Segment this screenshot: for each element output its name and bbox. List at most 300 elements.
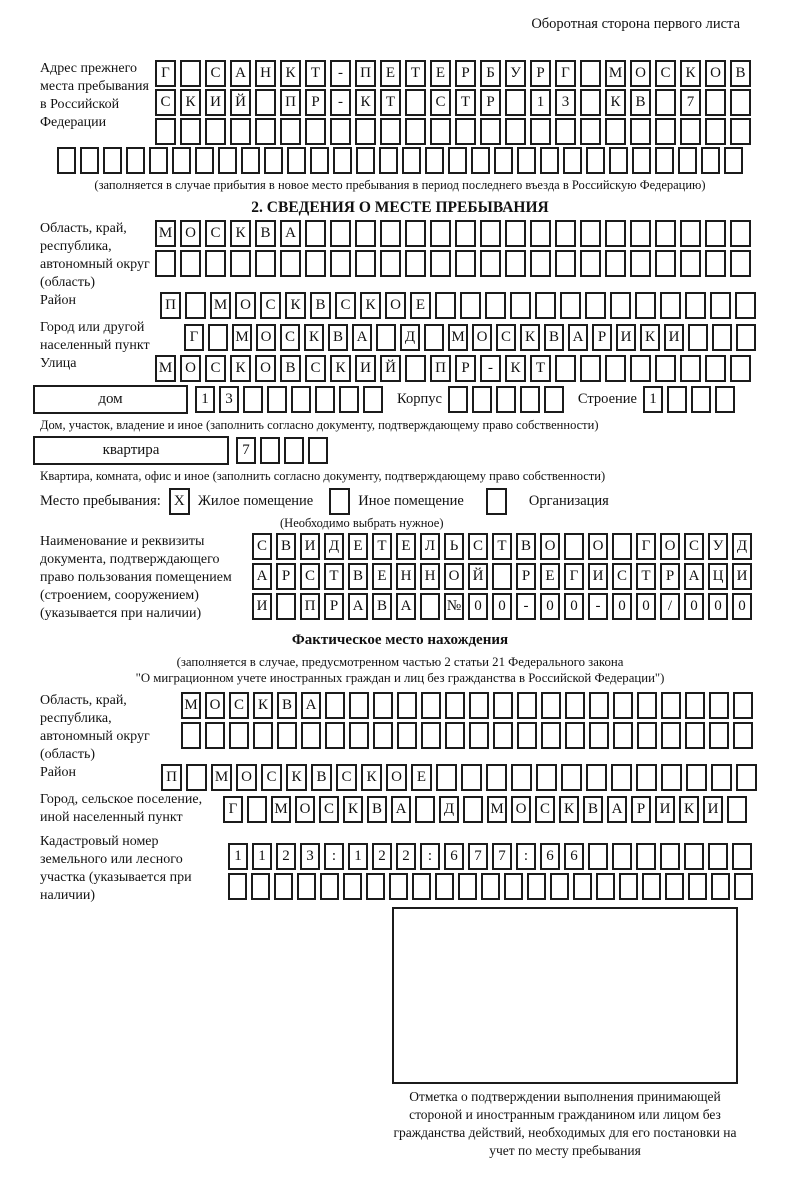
char-cell[interactable]: 0: [636, 593, 656, 620]
char-cell[interactable]: 6: [564, 843, 584, 870]
char-cell[interactable]: В: [311, 764, 332, 791]
char-cell[interactable]: [471, 147, 490, 174]
char-cell[interactable]: [455, 220, 476, 247]
char-cell[interactable]: [103, 147, 122, 174]
char-cell[interactable]: [655, 118, 676, 145]
char-cell[interactable]: [180, 250, 201, 277]
char-cell[interactable]: Т: [305, 60, 326, 87]
char-cell[interactable]: С: [319, 796, 339, 823]
char-cell[interactable]: С: [612, 563, 632, 590]
char-cell[interactable]: О: [472, 324, 492, 351]
char-cell[interactable]: [678, 147, 697, 174]
char-cell[interactable]: К: [180, 89, 201, 116]
char-cell[interactable]: [255, 89, 276, 116]
char-cell[interactable]: [550, 873, 569, 900]
char-cell[interactable]: М: [487, 796, 507, 823]
char-cell[interactable]: Р: [480, 89, 501, 116]
char-cell[interactable]: В: [730, 60, 751, 87]
char-cell[interactable]: Б: [480, 60, 501, 87]
char-cell[interactable]: [230, 250, 251, 277]
char-cell[interactable]: С: [684, 533, 704, 560]
char-cell[interactable]: В: [516, 533, 536, 560]
char-cell[interactable]: В: [583, 796, 603, 823]
char-cell[interactable]: [264, 147, 283, 174]
char-cell[interactable]: [580, 89, 601, 116]
char-cell[interactable]: [420, 593, 440, 620]
char-cell[interactable]: А: [280, 220, 301, 247]
char-cell[interactable]: 1: [643, 386, 663, 413]
char-cell[interactable]: [563, 147, 582, 174]
char-cell[interactable]: [580, 118, 601, 145]
char-cell[interactable]: 1: [348, 843, 368, 870]
char-cell[interactable]: О: [180, 355, 201, 382]
char-cell[interactable]: Л: [420, 533, 440, 560]
char-cell[interactable]: [180, 118, 201, 145]
char-cell[interactable]: О: [511, 796, 531, 823]
char-cell[interactable]: [355, 220, 376, 247]
char-cell[interactable]: М: [181, 692, 201, 719]
char-cell[interactable]: [494, 147, 513, 174]
char-cell[interactable]: [505, 118, 526, 145]
char-cell[interactable]: :: [324, 843, 344, 870]
char-cell[interactable]: [287, 147, 306, 174]
char-cell[interactable]: О: [385, 292, 406, 319]
char-cell[interactable]: [632, 147, 651, 174]
char-cell[interactable]: [230, 118, 251, 145]
char-cell[interactable]: [586, 764, 607, 791]
char-cell[interactable]: О: [255, 355, 276, 382]
char-cell[interactable]: [684, 843, 704, 870]
char-cell[interactable]: [276, 593, 296, 620]
char-cell[interactable]: 0: [684, 593, 704, 620]
char-cell[interactable]: Р: [592, 324, 612, 351]
char-cell[interactable]: И: [252, 593, 272, 620]
char-cell[interactable]: К: [280, 60, 301, 87]
char-cell[interactable]: [251, 873, 270, 900]
char-cell[interactable]: М: [211, 764, 232, 791]
char-cell[interactable]: [208, 324, 228, 351]
char-cell[interactable]: [705, 118, 726, 145]
char-cell[interactable]: И: [300, 533, 320, 560]
char-cell[interactable]: А: [396, 593, 416, 620]
char-cell[interactable]: [730, 220, 751, 247]
char-cell[interactable]: С: [496, 324, 516, 351]
char-cell[interactable]: [536, 764, 557, 791]
char-cell[interactable]: [688, 873, 707, 900]
char-cell[interactable]: Р: [660, 563, 680, 590]
char-cell[interactable]: [565, 692, 585, 719]
char-cell[interactable]: [356, 147, 375, 174]
char-cell[interactable]: [730, 355, 751, 382]
char-cell[interactable]: О: [660, 533, 680, 560]
char-cell[interactable]: П: [161, 764, 182, 791]
char-cell[interactable]: [708, 843, 728, 870]
char-cell[interactable]: [655, 250, 676, 277]
char-cell[interactable]: [405, 250, 426, 277]
char-cell[interactable]: [430, 250, 451, 277]
char-cell[interactable]: [480, 220, 501, 247]
char-cell[interactable]: [661, 722, 681, 749]
char-cell[interactable]: О: [235, 292, 256, 319]
char-cell[interactable]: И: [664, 324, 684, 351]
char-cell[interactable]: [710, 292, 731, 319]
char-cell[interactable]: [586, 147, 605, 174]
char-cell[interactable]: [185, 292, 206, 319]
char-cell[interactable]: [705, 355, 726, 382]
char-cell[interactable]: [355, 250, 376, 277]
char-cell[interactable]: В: [348, 563, 368, 590]
char-cell[interactable]: [685, 722, 705, 749]
char-cell[interactable]: [517, 692, 537, 719]
char-cell[interactable]: П: [160, 292, 181, 319]
char-cell[interactable]: [305, 118, 326, 145]
char-cell[interactable]: К: [679, 796, 699, 823]
char-cell[interactable]: [349, 692, 369, 719]
char-cell[interactable]: У: [708, 533, 728, 560]
char-cell[interactable]: В: [544, 324, 564, 351]
char-cell[interactable]: [373, 692, 393, 719]
char-cell[interactable]: [561, 764, 582, 791]
char-cell[interactable]: А: [301, 692, 321, 719]
char-cell[interactable]: Г: [564, 563, 584, 590]
char-cell[interactable]: [527, 873, 546, 900]
char-cell[interactable]: [405, 355, 426, 382]
char-cell[interactable]: Й: [380, 355, 401, 382]
char-cell[interactable]: [565, 722, 585, 749]
char-cell[interactable]: В: [255, 220, 276, 247]
char-cell[interactable]: [636, 843, 656, 870]
char-cell[interactable]: [373, 722, 393, 749]
char-cell[interactable]: [260, 437, 280, 464]
char-cell[interactable]: 0: [612, 593, 632, 620]
char-cell[interactable]: О: [386, 764, 407, 791]
char-cell[interactable]: И: [655, 796, 675, 823]
char-cell[interactable]: [205, 722, 225, 749]
char-cell[interactable]: М: [232, 324, 252, 351]
char-cell[interactable]: [436, 764, 457, 791]
char-cell[interactable]: С: [261, 764, 282, 791]
char-cell[interactable]: [291, 386, 311, 413]
char-cell[interactable]: [605, 220, 626, 247]
char-cell[interactable]: [711, 873, 730, 900]
char-cell[interactable]: [435, 292, 456, 319]
char-cell[interactable]: [730, 118, 751, 145]
char-cell[interactable]: [611, 764, 632, 791]
char-cell[interactable]: [186, 764, 207, 791]
char-cell[interactable]: [727, 796, 747, 823]
char-cell[interactable]: 3: [300, 843, 320, 870]
char-cell[interactable]: О: [256, 324, 276, 351]
char-cell[interactable]: [448, 386, 468, 413]
char-cell[interactable]: С: [205, 355, 226, 382]
char-cell[interactable]: В: [280, 355, 301, 382]
char-cell[interactable]: [540, 147, 559, 174]
char-cell[interactable]: [315, 386, 335, 413]
char-cell[interactable]: [430, 220, 451, 247]
char-cell[interactable]: [379, 147, 398, 174]
char-cell[interactable]: К: [559, 796, 579, 823]
char-cell[interactable]: [560, 292, 581, 319]
char-cell[interactable]: [733, 692, 753, 719]
char-cell[interactable]: [655, 89, 676, 116]
char-cell[interactable]: 2: [372, 843, 392, 870]
char-cell[interactable]: К: [230, 355, 251, 382]
char-cell[interactable]: М: [155, 355, 176, 382]
char-cell[interactable]: С: [336, 764, 357, 791]
char-cell[interactable]: С: [430, 89, 451, 116]
char-cell[interactable]: [680, 220, 701, 247]
char-cell[interactable]: 0: [708, 593, 728, 620]
char-cell[interactable]: [461, 764, 482, 791]
char-cell[interactable]: [493, 722, 513, 749]
char-cell[interactable]: [241, 147, 260, 174]
char-cell[interactable]: [517, 147, 536, 174]
char-cell[interactable]: [325, 692, 345, 719]
char-cell[interactable]: [555, 355, 576, 382]
char-cell[interactable]: [421, 692, 441, 719]
char-cell[interactable]: -: [330, 60, 351, 87]
char-cell[interactable]: О: [588, 533, 608, 560]
char-cell[interactable]: [637, 722, 657, 749]
char-cell[interactable]: [349, 722, 369, 749]
char-cell[interactable]: [736, 324, 756, 351]
char-cell[interactable]: [589, 692, 609, 719]
char-cell[interactable]: [612, 533, 632, 560]
char-cell[interactable]: М: [271, 796, 291, 823]
char-cell[interactable]: У: [505, 60, 526, 87]
char-cell[interactable]: Т: [492, 533, 512, 560]
char-cell[interactable]: [701, 147, 720, 174]
char-cell[interactable]: [610, 292, 631, 319]
char-cell[interactable]: [469, 722, 489, 749]
char-cell[interactable]: 7: [468, 843, 488, 870]
char-cell[interactable]: [636, 764, 657, 791]
char-cell[interactable]: [660, 843, 680, 870]
char-cell[interactable]: [541, 692, 561, 719]
char-cell[interactable]: [57, 147, 76, 174]
char-cell[interactable]: [555, 250, 576, 277]
char-cell[interactable]: [330, 250, 351, 277]
char-cell[interactable]: Р: [530, 60, 551, 87]
char-cell[interactable]: [455, 118, 476, 145]
char-cell[interactable]: [505, 89, 526, 116]
char-cell[interactable]: [588, 843, 608, 870]
char-cell[interactable]: М: [448, 324, 468, 351]
char-cell[interactable]: [691, 386, 711, 413]
char-cell[interactable]: [343, 873, 362, 900]
char-cell[interactable]: [320, 873, 339, 900]
char-cell[interactable]: К: [286, 764, 307, 791]
char-cell[interactable]: Г: [184, 324, 204, 351]
char-cell[interactable]: [155, 250, 176, 277]
char-cell[interactable]: Р: [631, 796, 651, 823]
char-cell[interactable]: [205, 118, 226, 145]
char-cell[interactable]: О: [205, 692, 225, 719]
char-cell[interactable]: [680, 355, 701, 382]
char-cell[interactable]: [510, 292, 531, 319]
char-cell[interactable]: [686, 764, 707, 791]
char-cell[interactable]: П: [300, 593, 320, 620]
char-cell[interactable]: С: [305, 355, 326, 382]
char-cell[interactable]: 1: [252, 843, 272, 870]
char-cell[interactable]: [397, 692, 417, 719]
char-cell[interactable]: [630, 220, 651, 247]
char-cell[interactable]: 0: [468, 593, 488, 620]
char-cell[interactable]: [149, 147, 168, 174]
char-cell[interactable]: 1: [228, 843, 248, 870]
char-cell[interactable]: [308, 437, 328, 464]
dom-box[interactable]: дом: [33, 385, 188, 414]
char-cell[interactable]: Й: [468, 563, 488, 590]
char-cell[interactable]: [541, 722, 561, 749]
char-cell[interactable]: [511, 764, 532, 791]
char-cell[interactable]: 7: [236, 437, 256, 464]
char-cell[interactable]: 3: [555, 89, 576, 116]
char-cell[interactable]: [580, 355, 601, 382]
char-cell[interactable]: [402, 147, 421, 174]
char-cell[interactable]: [520, 386, 540, 413]
char-cell[interactable]: [535, 292, 556, 319]
char-cell[interactable]: [469, 692, 489, 719]
char-cell[interactable]: К: [360, 292, 381, 319]
char-cell[interactable]: [412, 873, 431, 900]
char-cell[interactable]: С: [205, 220, 226, 247]
char-cell[interactable]: С: [205, 60, 226, 87]
char-cell[interactable]: П: [280, 89, 301, 116]
char-cell[interactable]: А: [348, 593, 368, 620]
char-cell[interactable]: [613, 722, 633, 749]
char-cell[interactable]: [493, 692, 513, 719]
char-cell[interactable]: [305, 220, 326, 247]
char-cell[interactable]: №: [444, 593, 464, 620]
checkbox-inoe-pomeshchenie[interactable]: [329, 488, 350, 515]
char-cell[interactable]: О: [705, 60, 726, 87]
char-cell[interactable]: 3: [219, 386, 239, 413]
char-cell[interactable]: [680, 118, 701, 145]
char-cell[interactable]: Н: [420, 563, 440, 590]
char-cell[interactable]: [472, 386, 492, 413]
char-cell[interactable]: [613, 692, 633, 719]
char-cell[interactable]: [730, 250, 751, 277]
char-cell[interactable]: [655, 355, 676, 382]
char-cell[interactable]: Т: [636, 563, 656, 590]
char-cell[interactable]: [612, 843, 632, 870]
char-cell[interactable]: 6: [444, 843, 464, 870]
char-cell[interactable]: [580, 250, 601, 277]
char-cell[interactable]: М: [155, 220, 176, 247]
char-cell[interactable]: О: [236, 764, 257, 791]
char-cell[interactable]: [580, 60, 601, 87]
char-cell[interactable]: [564, 533, 584, 560]
char-cell[interactable]: [734, 873, 753, 900]
char-cell[interactable]: Т: [405, 60, 426, 87]
char-cell[interactable]: [730, 89, 751, 116]
char-cell[interactable]: [517, 722, 537, 749]
char-cell[interactable]: А: [607, 796, 627, 823]
char-cell[interactable]: С: [252, 533, 272, 560]
char-cell[interactable]: [255, 118, 276, 145]
char-cell[interactable]: И: [355, 355, 376, 382]
char-cell[interactable]: [380, 118, 401, 145]
char-cell[interactable]: [181, 722, 201, 749]
checkbox-zhiloe-pomeshchenie[interactable]: X: [169, 488, 190, 515]
char-cell[interactable]: [642, 873, 661, 900]
char-cell[interactable]: [637, 692, 657, 719]
char-cell[interactable]: В: [310, 292, 331, 319]
char-cell[interactable]: С: [260, 292, 281, 319]
char-cell[interactable]: [585, 292, 606, 319]
char-cell[interactable]: [405, 220, 426, 247]
char-cell[interactable]: П: [355, 60, 376, 87]
char-cell[interactable]: [732, 843, 752, 870]
char-cell[interactable]: -: [516, 593, 536, 620]
char-cell[interactable]: К: [680, 60, 701, 87]
char-cell[interactable]: [415, 796, 435, 823]
char-cell[interactable]: В: [328, 324, 348, 351]
char-cell[interactable]: [243, 386, 263, 413]
char-cell[interactable]: В: [277, 692, 297, 719]
char-cell[interactable]: [661, 764, 682, 791]
char-cell[interactable]: :: [420, 843, 440, 870]
char-cell[interactable]: [435, 873, 454, 900]
char-cell[interactable]: [172, 147, 191, 174]
char-cell[interactable]: А: [230, 60, 251, 87]
char-cell[interactable]: Т: [324, 563, 344, 590]
char-cell[interactable]: 1: [530, 89, 551, 116]
char-cell[interactable]: [366, 873, 385, 900]
char-cell[interactable]: 6: [540, 843, 560, 870]
char-cell[interactable]: Е: [410, 292, 431, 319]
char-cell[interactable]: К: [304, 324, 324, 351]
char-cell[interactable]: [505, 220, 526, 247]
char-cell[interactable]: :: [516, 843, 536, 870]
checkbox-organizatsiya[interactable]: [486, 488, 507, 515]
char-cell[interactable]: 2: [396, 843, 416, 870]
char-cell[interactable]: [277, 722, 297, 749]
char-cell[interactable]: В: [372, 593, 392, 620]
char-cell[interactable]: [709, 722, 729, 749]
char-cell[interactable]: [480, 250, 501, 277]
char-cell[interactable]: [504, 873, 523, 900]
char-cell[interactable]: [463, 796, 483, 823]
char-cell[interactable]: [284, 437, 304, 464]
char-cell[interactable]: Й: [230, 89, 251, 116]
char-cell[interactable]: [589, 722, 609, 749]
char-cell[interactable]: К: [285, 292, 306, 319]
char-cell[interactable]: [339, 386, 359, 413]
char-cell[interactable]: [605, 250, 626, 277]
char-cell[interactable]: Е: [372, 563, 392, 590]
char-cell[interactable]: Ц: [708, 563, 728, 590]
char-cell[interactable]: [255, 250, 276, 277]
char-cell[interactable]: [425, 147, 444, 174]
char-cell[interactable]: 2: [276, 843, 296, 870]
char-cell[interactable]: [80, 147, 99, 174]
char-cell[interactable]: А: [252, 563, 272, 590]
char-cell[interactable]: [424, 324, 444, 351]
char-cell[interactable]: [619, 873, 638, 900]
char-cell[interactable]: [705, 89, 726, 116]
char-cell[interactable]: [480, 118, 501, 145]
char-cell[interactable]: [333, 147, 352, 174]
char-cell[interactable]: К: [355, 89, 376, 116]
char-cell[interactable]: О: [180, 220, 201, 247]
char-cell[interactable]: [376, 324, 396, 351]
char-cell[interactable]: М: [605, 60, 626, 87]
char-cell[interactable]: [380, 250, 401, 277]
char-cell[interactable]: [733, 722, 753, 749]
char-cell[interactable]: [310, 147, 329, 174]
